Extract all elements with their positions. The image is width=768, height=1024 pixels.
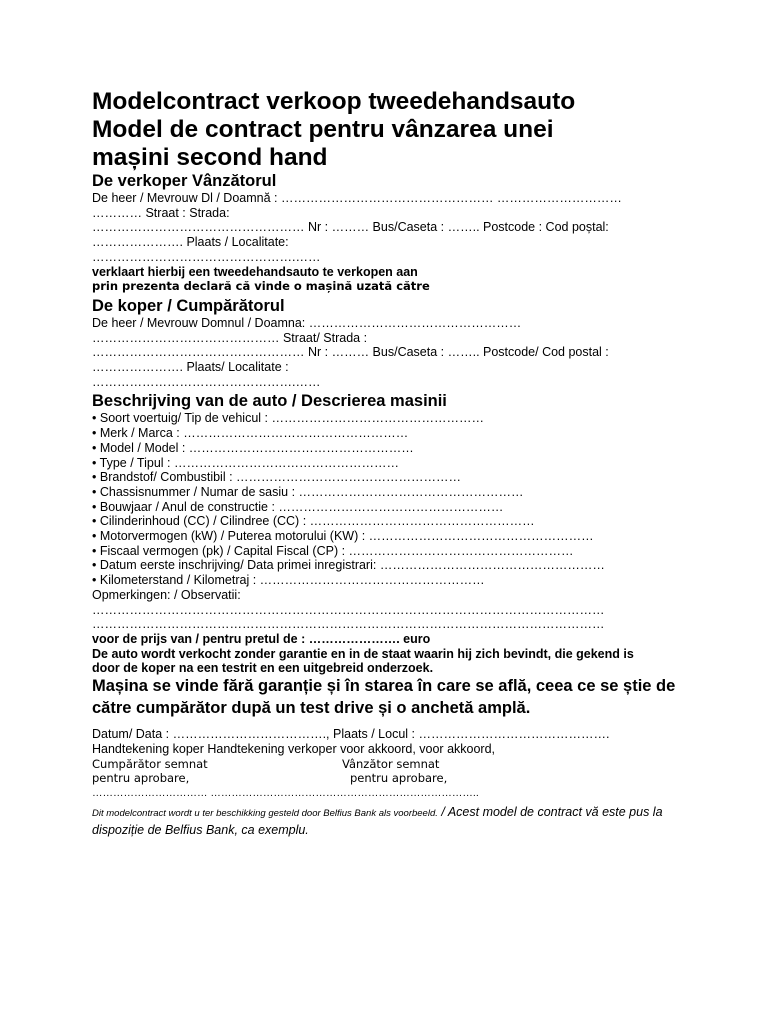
document-title-line-3: mașini second hand: [92, 144, 328, 171]
signature-labels-ro: [92, 757, 682, 772]
footer-note-ro: / Acest model de contract vă este pus la dispoziție de Belfius Bank, ca exemplu.: [92, 804, 663, 837]
signature-labels-nl: Handtekening koper Handtekening verkoper voor akkoord, voor akkoord,: [92, 741, 496, 756]
remarks-dots-line-1: ……………………………………………………………………………………………………………: [92, 602, 605, 617]
contract-document: [92, 88, 682, 839]
footer-note: [92, 804, 682, 839]
vehicle-heading: Beschrijving van de auto / Descrierea masinii: [92, 392, 447, 411]
seller-approval-label: pentru aprobare,: [350, 771, 448, 786]
document-title-line-2: Model de contract pentru vânzarea unei: [92, 116, 554, 143]
buyer-place-field: …………………. Plaats/ Localitate :: [92, 360, 289, 375]
vehicle-fields-list: [92, 411, 682, 587]
buyer-approval-label: pentru aprobare,: [92, 771, 190, 786]
seller-place-field: …………………. Plaats / Localitate:: [92, 235, 289, 250]
seller-name-field: De heer / Mevrouw Dl / Doamnă : …………………………………………… …………………………: [92, 191, 622, 205]
vehicle-mileage-field: • Kilometerstand / Kilometraj : ………………………………………………: [92, 573, 682, 588]
vehicle-year-field: • Bouwjaar / Anul de constructie : ………………………………………………: [92, 500, 682, 515]
seller-number-field: …………………………………………… Nr : ……… Bus/Caseta : …….. Postcode : Cod poștal:: [92, 220, 609, 235]
buyer-name-field: De heer / Mevrouw Domnul / Doamna: ……………………………………………: [92, 315, 522, 330]
vehicle-brand-field: • Merk / Marca : ………………………………………………: [92, 426, 682, 441]
vehicle-power-field: • Motorvermogen (kW) / Puterea motorului (KW) : ………………………………………………: [92, 529, 682, 544]
warranty-text-nl: De auto wordt verkocht zonder garantie en in de staat waarin hij zich bevindt, die gekend is: [92, 646, 634, 661]
buyer-dots-line: ………………………………………….……: [92, 374, 321, 389]
approval-labels: [92, 771, 682, 786]
remarks-label: Opmerkingen: / Observatii:: [92, 587, 241, 602]
vehicle-model-field: • Model / Model : ………………………………………………: [92, 441, 682, 456]
signature-dots-line: …………………………… …………………………………………………………………..: [92, 786, 479, 799]
vehicle-registration-date-field: • Datum eerste inschrijving/ Data primei inregistrari: ………………………………………………: [92, 558, 682, 573]
document-title-line-1: Modelcontract verkoop tweedehandsauto: [92, 88, 576, 115]
seller-street-field: [92, 206, 682, 221]
seller-signed-label: Vânzător semnat: [342, 756, 440, 771]
buyer-heading: De koper / Cumpărătorul: [92, 296, 285, 315]
seller-heading: De verkoper Vânzătorul: [92, 172, 277, 190]
date-place-field: Datum/ Data : ………………………………., Plaats / Locul : ……………………………………….: [92, 727, 610, 742]
vehicle-fuel-field: • Brandstof/ Combustibil : ………………………………………………: [92, 470, 682, 485]
vehicle-cc-field: • Cilinderinhoud (CC) / Cilindree (CC) : ………………………………………………: [92, 514, 682, 529]
warranty-text-ro: Mașina se vinde fără garanție și în starea în care se află, ceea ce se știe de către cumpărător după un test drive și o anchetă amplă.: [92, 677, 676, 717]
remarks-dots-line-2: ……………………………………………………………………………………………………………: [92, 617, 605, 632]
warranty-text-nl-2: door de koper na een testrit en een uitgebreid onderzoek.: [92, 661, 434, 676]
vehicle-type-field: • Soort voertuig/ Tip de vehicul : ……………………………………………: [92, 411, 682, 426]
vehicle-chassis-field: • Chassisnummer / Numar de sasiu : ………………………………………………: [92, 485, 682, 500]
buyer-street-field: ……………………………………… Straat/ Strada :: [92, 330, 368, 345]
footer-note-nl: Dit modelcontract wordt u ter beschikking gesteld door Belfius Bank als voorbeeld.: [92, 807, 438, 819]
buyer-signed-label: Cumpărător semnat: [92, 756, 208, 771]
vehicle-subtype-field: • Type / Tipul : ………………………………………………: [92, 456, 682, 471]
vehicle-fiscal-field: • Fiscaal vermogen (pk) / Capital Fiscal (CP) : ………………………………………………: [92, 544, 682, 559]
seller-dots-line: ………………………………………….……: [92, 249, 321, 264]
buyer-number-field: …………………………………………… Nr : ……… Bus/Caseta : …….. Postcode/ Cod postal :: [92, 345, 609, 360]
seller-street-label: ………… Straat : Strada:: [92, 205, 230, 220]
price-field: voor de prijs van / pentru pretul de : …………………. euro: [92, 631, 431, 646]
seller-declaration-nl: verklaart hierbij een tweedehandsauto te verkopen aan: [92, 264, 418, 279]
seller-declaration-ro: prin prezenta declară că vinde o mașină uzată către: [92, 279, 430, 294]
